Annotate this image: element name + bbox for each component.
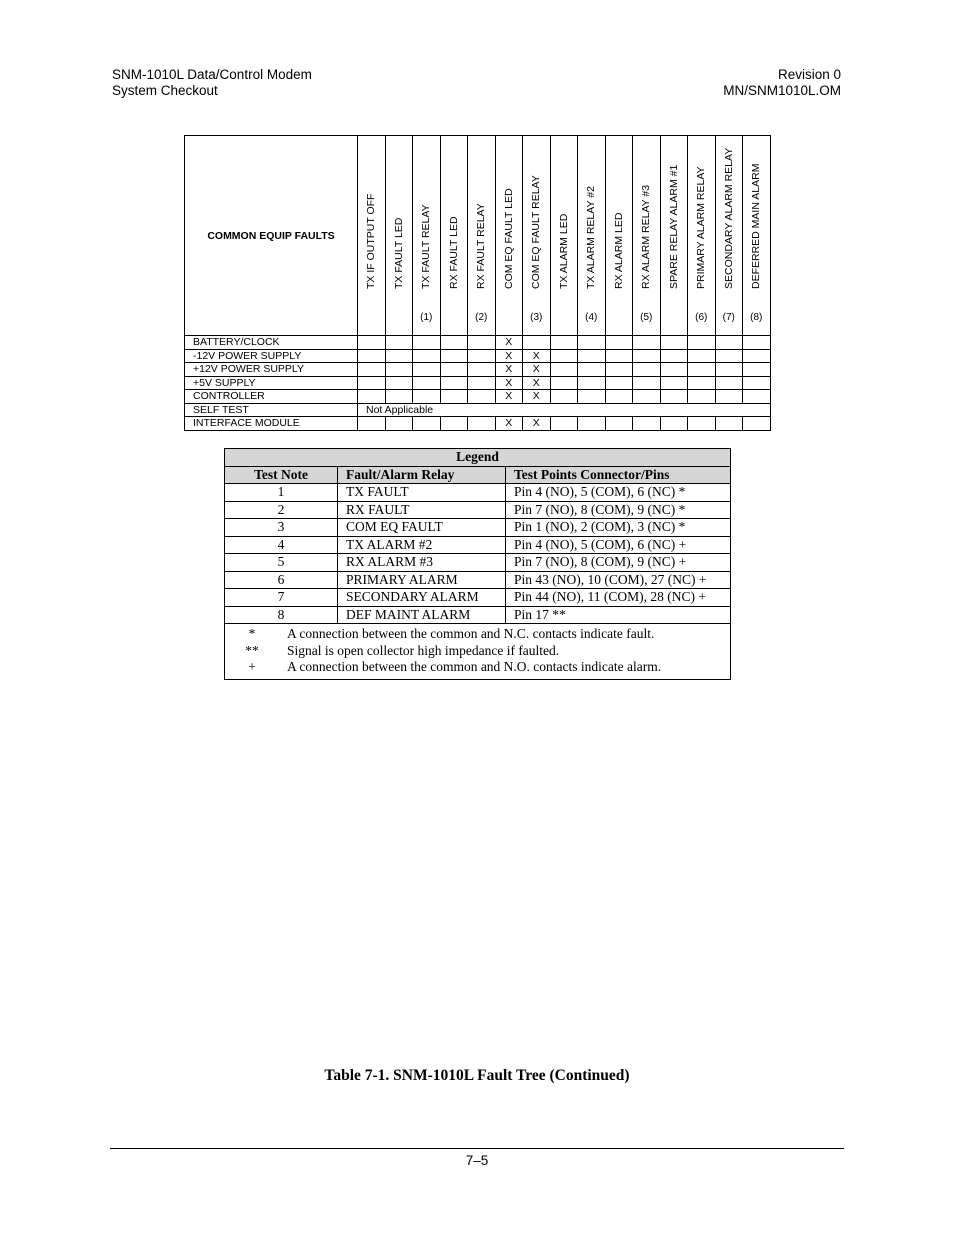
matrix-cell	[385, 349, 413, 363]
matrix-cell	[413, 390, 441, 404]
table-row	[185, 417, 771, 431]
matrix-cell	[550, 363, 578, 377]
matrix-cell	[578, 417, 606, 431]
matrix-cell	[385, 336, 413, 350]
column-header-label: TX ALARM RELAY #2	[585, 186, 598, 289]
table-row	[185, 363, 771, 377]
matrix-cell	[688, 349, 716, 363]
matrix-cell	[440, 417, 468, 431]
table-row	[185, 376, 771, 390]
note-text: Signal is open collector high impedance if faulted.	[287, 642, 560, 658]
column-test-note: (7)	[722, 312, 735, 323]
legend-row	[225, 519, 731, 537]
row-label: BATTERY/CLOCK	[185, 336, 358, 350]
column-header-label: DEFERRED MAIN ALARM	[750, 163, 763, 289]
legend-cell: COM EQ FAULT	[338, 519, 506, 537]
legend-cell: SECONDARY ALARM	[338, 589, 506, 607]
legend-table	[224, 448, 730, 680]
matrix-cell	[688, 376, 716, 390]
column-header	[633, 136, 661, 336]
legend-row	[225, 536, 731, 554]
legend-note	[225, 659, 730, 676]
column-header-label: COM EQ FAULT LED	[502, 188, 515, 289]
section-title: System Checkout	[112, 83, 218, 98]
column-header-label: SECONDARY ALARM RELAY	[722, 147, 735, 289]
matrix-cell	[660, 390, 688, 404]
page-number: 7–5	[465, 1153, 489, 1168]
note-symbol: *	[248, 626, 256, 641]
legend-cell: Pin 4 (NO), 5 (COM), 6 (NC) +	[506, 536, 731, 554]
legend-cell: Pin 17 **	[506, 606, 731, 624]
column-header	[413, 136, 441, 336]
matrix-cell	[385, 363, 413, 377]
legend-column-header: Test Points Connector/Pins	[506, 466, 731, 484]
legend-column-header: Fault/Alarm Relay	[338, 466, 506, 484]
matrix-cell: X	[495, 390, 523, 404]
matrix-cell	[633, 336, 661, 350]
matrix-cell	[688, 417, 716, 431]
legend-cell: Pin 7 (NO), 8 (COM), 9 (NC) *	[506, 501, 731, 519]
legend-note	[225, 643, 730, 660]
page-header-left	[112, 67, 312, 99]
matrix-cell	[440, 349, 468, 363]
matrix-cell	[468, 336, 496, 350]
legend-cell: Pin 43 (NO), 10 (COM), 27 (NC) +	[506, 571, 731, 589]
column-header	[688, 136, 716, 336]
column-header	[358, 136, 386, 336]
legend-cell: TX ALARM #2	[338, 536, 506, 554]
column-header-label: SPARE RELAY ALARM #1	[667, 164, 680, 289]
matrix-cell	[468, 390, 496, 404]
legend-notes	[225, 624, 731, 680]
matrix-cell	[743, 417, 771, 431]
header-row	[185, 136, 771, 336]
matrix-cell	[633, 417, 661, 431]
table-row	[185, 336, 771, 350]
note-symbol: **	[245, 642, 259, 658]
matrix-cell: X	[523, 417, 551, 431]
matrix-cell	[413, 417, 441, 431]
matrix-cell	[743, 363, 771, 377]
matrix-cell	[385, 390, 413, 404]
matrix-cell	[385, 417, 413, 431]
column-header	[523, 136, 551, 336]
legend-cell: RX FAULT	[338, 501, 506, 519]
column-header	[385, 136, 413, 336]
column-header	[605, 136, 633, 336]
matrix-cell	[605, 363, 633, 377]
legend-cell: Pin 4 (NO), 5 (COM), 6 (NC) *	[506, 484, 731, 502]
matrix-cell	[550, 417, 578, 431]
column-test-note: (3)	[530, 312, 543, 323]
column-header-label: COM EQ FAULT RELAY	[530, 175, 543, 289]
column-header-label: RX FAULT LED	[447, 216, 460, 289]
legend-row	[225, 554, 731, 572]
matrix-cell	[605, 417, 633, 431]
row-label: +5V SUPPLY	[185, 376, 358, 390]
legend-cell: 8	[225, 606, 338, 624]
column-header	[468, 136, 496, 336]
matrix-cell	[385, 376, 413, 390]
matrix-cell	[578, 336, 606, 350]
legend-cell: 1	[225, 484, 338, 502]
note-text: A connection between the common and N.C. contacts indicate fault.	[287, 626, 655, 641]
matrix-cell	[413, 349, 441, 363]
document-title: SNM-1010L Data/Control Modem	[112, 67, 312, 82]
matrix-cell	[413, 363, 441, 377]
matrix-cell	[550, 376, 578, 390]
matrix-cell	[550, 336, 578, 350]
matrix-cell	[550, 390, 578, 404]
matrix-cell	[660, 349, 688, 363]
matrix-cell	[358, 363, 386, 377]
matrix-cell	[688, 363, 716, 377]
matrix-cell	[743, 336, 771, 350]
matrix-cell	[605, 349, 633, 363]
matrix-cell: X	[495, 336, 523, 350]
matrix-cell	[550, 349, 578, 363]
legend-title-row	[225, 449, 731, 467]
matrix-cell	[413, 376, 441, 390]
matrix-cell: X	[495, 363, 523, 377]
legend-grid	[224, 448, 731, 680]
matrix-cell	[633, 390, 661, 404]
column-header-label: TX FAULT LED	[392, 217, 405, 289]
matrix-cell	[440, 376, 468, 390]
legend-cell: DEF MAINT ALARM	[338, 606, 506, 624]
matrix-cell	[358, 417, 386, 431]
matrix-cell	[440, 363, 468, 377]
column-header-label: RX ALARM RELAY #3	[640, 184, 653, 289]
legend-cell: 3	[225, 519, 338, 537]
legend-notes-row	[225, 624, 731, 680]
matrix-cell	[578, 390, 606, 404]
matrix-cell	[633, 363, 661, 377]
not-applicable-cell: Not Applicable	[358, 403, 771, 417]
matrix-cell	[715, 349, 743, 363]
matrix-cell	[605, 390, 633, 404]
table-row	[185, 403, 771, 417]
legend-cell: 4	[225, 536, 338, 554]
legend-cell: Pin 1 (NO), 2 (COM), 3 (NC) *	[506, 519, 731, 537]
matrix-cell	[660, 336, 688, 350]
matrix-cell	[688, 336, 716, 350]
legend-cell: 7	[225, 589, 338, 607]
legend-cell: 2	[225, 501, 338, 519]
column-header-label: RX FAULT RELAY	[475, 203, 488, 289]
note-text: A connection between the common and N.O. contacts indicate alarm.	[287, 659, 662, 674]
matrix-cell: X	[523, 363, 551, 377]
page-header-right	[723, 67, 841, 99]
matrix-cell	[605, 376, 633, 390]
footer-divider	[110, 1148, 844, 1149]
matrix-cell	[468, 376, 496, 390]
matrix-cell	[743, 349, 771, 363]
row-label: -12V POWER SUPPLY	[185, 349, 358, 363]
legend-cell: Pin 44 (NO), 11 (COM), 28 (NC) +	[506, 589, 731, 607]
legend-cell: 5	[225, 554, 338, 572]
matrix-cell	[468, 363, 496, 377]
column-header-label: TX FAULT RELAY	[420, 204, 433, 289]
matrix-cell	[578, 376, 606, 390]
fault-tree-table	[184, 135, 770, 431]
legend-row	[225, 501, 731, 519]
column-header	[660, 136, 688, 336]
matrix-cell	[440, 390, 468, 404]
matrix-cell	[358, 336, 386, 350]
legend-cell: Pin 7 (NO), 8 (COM), 9 (NC) +	[506, 554, 731, 572]
legend-row	[225, 606, 731, 624]
legend-column-header: Test Note	[225, 466, 338, 484]
document-number: MN/SNM1010L.OM	[723, 83, 841, 98]
matrix-cell	[715, 363, 743, 377]
column-header	[743, 136, 771, 336]
column-header	[578, 136, 606, 336]
legend-cell: 6	[225, 571, 338, 589]
legend-row	[225, 589, 731, 607]
column-test-note: (4)	[585, 312, 598, 323]
legend-header-row	[225, 466, 731, 484]
legend-row	[225, 571, 731, 589]
column-header-label: TX IF OUTPUT OFF	[365, 193, 378, 289]
matrix-cell	[358, 349, 386, 363]
column-header	[440, 136, 468, 336]
matrix-cell	[578, 363, 606, 377]
row-label: +12V POWER SUPPLY	[185, 363, 358, 377]
column-test-note: (1)	[420, 312, 433, 323]
matrix-cell	[715, 390, 743, 404]
legend-cell: TX FAULT	[338, 484, 506, 502]
matrix-cell	[468, 349, 496, 363]
column-test-note: (6)	[695, 312, 708, 323]
matrix-cell	[578, 349, 606, 363]
matrix-cell: X	[495, 417, 523, 431]
column-header	[550, 136, 578, 336]
legend-cell: RX ALARM #3	[338, 554, 506, 572]
matrix-cell	[688, 390, 716, 404]
matrix-cell	[743, 376, 771, 390]
matrix-cell	[660, 376, 688, 390]
column-test-note: (2)	[475, 312, 488, 323]
column-header	[495, 136, 523, 336]
column-header	[715, 136, 743, 336]
row-label: CONTROLLER	[185, 390, 358, 404]
matrix-cell	[743, 390, 771, 404]
legend-title: Legend	[225, 449, 731, 467]
column-test-note: (5)	[640, 312, 653, 323]
matrix-cell	[413, 336, 441, 350]
table-row	[185, 349, 771, 363]
row-label: INTERFACE MODULE	[185, 417, 358, 431]
table-row	[185, 390, 771, 404]
legend-row	[225, 484, 731, 502]
matrix-cell	[715, 336, 743, 350]
legend-cell: PRIMARY ALARM	[338, 571, 506, 589]
matrix-cell	[715, 417, 743, 431]
fault-matrix	[184, 135, 771, 431]
column-test-note: (8)	[750, 312, 763, 323]
matrix-cell	[468, 417, 496, 431]
matrix-cell	[660, 417, 688, 431]
matrix-cell: X	[495, 376, 523, 390]
matrix-cell: X	[523, 390, 551, 404]
revision-label: Revision 0	[777, 67, 841, 82]
table-caption: Table 7-1. SNM-1010L Fault Tree (Continued)	[324, 1067, 630, 1084]
column-header-label: RX ALARM LED	[612, 212, 625, 289]
matrix-cell: X	[523, 349, 551, 363]
matrix-cell	[633, 349, 661, 363]
row-label: SELF TEST	[185, 403, 358, 417]
matrix-cell	[358, 390, 386, 404]
matrix-cell: X	[523, 376, 551, 390]
column-header-label: TX ALARM LED	[557, 213, 570, 289]
column-header-label: PRIMARY ALARM RELAY	[695, 166, 708, 289]
matrix-cell: X	[495, 349, 523, 363]
matrix-cell	[633, 376, 661, 390]
matrix-cell	[605, 336, 633, 350]
matrix-cell	[440, 336, 468, 350]
legend-note	[225, 626, 730, 643]
corner-label: COMMON EQUIP FAULTS	[185, 136, 358, 336]
matrix-cell	[660, 363, 688, 377]
note-symbol: +	[248, 659, 256, 674]
matrix-cell	[523, 336, 551, 350]
matrix-cell	[358, 376, 386, 390]
matrix-cell	[715, 376, 743, 390]
